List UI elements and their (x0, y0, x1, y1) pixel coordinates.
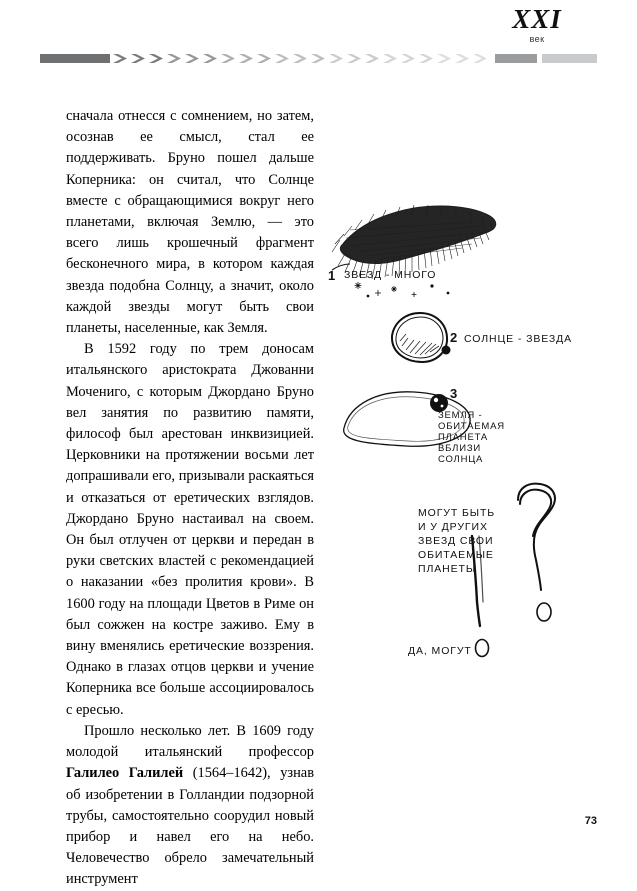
illustration-hand-drawn-cosmos (322, 160, 612, 680)
header-title (477, 6, 597, 44)
page-number: 73 (584, 815, 597, 827)
label-2-text: СОЛНЦЕ - ЗВЕЗДА (464, 333, 573, 345)
illustration-label-1 (328, 264, 436, 283)
label-1-number: 1 (328, 268, 336, 283)
page-header (0, 0, 637, 46)
paragraph-2: В 1592 году по трем доносам итальянского аристократа Джованни Мочениго, с которым Джордано Бруно вел занятия по развитию памяти, философ был арестован инквизицией. Церковники на протяжении восьми лет допрашивали его, призывали раскаяться и отказаться от еретических взглядов. Джордано Бруно настаивал на своем. Он был отлучен от церкви и передан в руки светских властей с рекомендацией о наказании «без пролития крови». В 1600 году на площади Цветов в Риме он был сожжен на костре заживо. Ему в вину вменялись еретические воззрения. Однако в глазах отцов церкви и учение Коперника все больше ассоциировалось с ересью. (66, 341, 314, 718)
illustration-label-2 (450, 330, 572, 345)
answer-text (408, 645, 472, 657)
paragraph-3-name: Галилео Галилей (66, 765, 184, 782)
paragraph-3-part1: Прошло несколько лет. В 1609 году молодой итальянский профессор (66, 722, 314, 761)
question-mark-icon (518, 484, 555, 621)
label-1-text: ЗВЕЗД - МНОГО (344, 269, 437, 281)
label-2-number: 2 (450, 330, 458, 345)
question-line-1: МОГУТ БЫТЬ (418, 507, 496, 519)
question-line-4: ОБИТАЕМЫЕ (418, 549, 494, 561)
paragraph-3 (66, 721, 314, 891)
label-3-line2: ОБИТАЕМАЯ (438, 421, 505, 432)
question-line-3: ЗВЕЗД СВОИ (418, 535, 494, 547)
question-text (418, 507, 495, 575)
header-century-label: век (529, 34, 545, 44)
label-3-line4: ВБЛИЗИ (438, 443, 481, 454)
label-3-number: 3 (450, 386, 458, 401)
body-text-column (66, 106, 314, 891)
question-line-5: ПЛАНЕТЫ (418, 563, 477, 575)
paragraph-1: сначала отнесся с сомнением, но затем, осознав ее смысл, стал ее поддерживать. Бруно пошел дальше Коперника: он считал, что Солнце вместе с обращающимися вокруг него планетами, включая Землю, — это всего лишь крошечный фрагмент бесконечного мира, в котором каждая звезда подобна Солнцу, а значит, около каждой звезды могут быть свои планеты, населенные, как Земля. (66, 108, 314, 337)
sun-sketch (392, 313, 451, 362)
label-3-line5: СОЛНЦА (438, 454, 484, 465)
question-line-2: И У ДРУГИХ (418, 521, 488, 533)
paragraph-3-part2: (1564–1642), узнав об изобретении в Голландии подзорной трубы, самостоятельно соорудил новый прибор и навел его на небо. Человечество обрело замечательный инструмент (66, 765, 314, 888)
header-roman-numeral: XXI (512, 4, 562, 34)
answer-label: ДА, МОГУТ (408, 645, 472, 657)
chevron-divider (0, 48, 637, 70)
label-3-line1: ЗЕМЛЯ - (438, 410, 483, 421)
star-cloud-scribble (332, 205, 496, 279)
small-stars (355, 282, 450, 297)
label-3-line3: ПЛАНЕТА (438, 432, 489, 443)
